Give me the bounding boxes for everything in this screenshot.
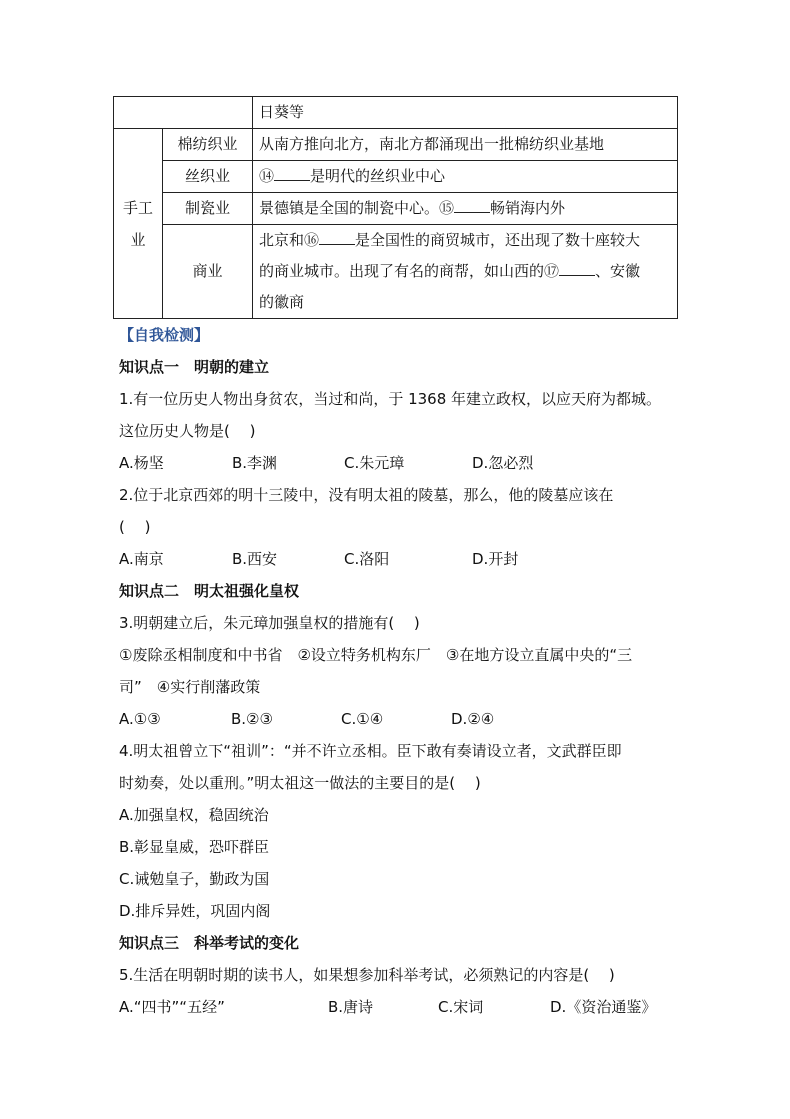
table-row <box>114 97 678 129</box>
fill-number: ⑰ <box>544 262 560 280</box>
category-label: 手工业 <box>123 198 154 249</box>
option-a[interactable]: A.南京 <box>119 550 164 568</box>
option-a[interactable]: A.①③ <box>119 710 161 728</box>
content-text: 畅销海内外 <box>490 199 566 217</box>
content-text: 、安徽 <box>595 262 641 280</box>
content-text: 是全国性的商贸城市，还出现了数十座较大 <box>355 231 641 249</box>
table-cell-content: 日葵等 <box>253 97 678 129</box>
fill-blank[interactable] <box>274 166 310 181</box>
table-category-handicraft <box>114 129 163 319</box>
option-a[interactable]: A.杨坚 <box>119 454 164 472</box>
section-title: 【自我检测】 <box>119 326 210 344</box>
question-4-line1: 4.明太祖曾立下“祖训”：“并不许立丞相。臣下敢有奏请设立者，文武群臣即 <box>119 742 622 760</box>
option-c[interactable]: C.诫勉皇子，勤政为国 <box>119 870 270 888</box>
question-3-line3: 司” ④实行削藩政策 <box>119 678 261 696</box>
content-text: 景德镇是全国的制瓷中心。 <box>259 199 440 217</box>
option-b[interactable]: B.②③ <box>231 710 273 728</box>
content-text: 是明代的丝织业中心 <box>310 167 446 185</box>
knowledge-table <box>113 96 678 319</box>
option-a[interactable]: A.“四书”“五经” <box>119 998 225 1016</box>
fill-number: ⑮ <box>439 199 455 217</box>
option-c[interactable]: C.洛阳 <box>344 550 390 568</box>
question-1-line2: 这位历史人物是( ) <box>119 422 256 440</box>
question-3-line2: ①废除丞相制度和中书省 ②设立特务机构东厂 ③在地方设立直属中央的“三 <box>119 646 633 664</box>
option-d[interactable]: D.排斥异姓，巩固内阁 <box>119 902 271 920</box>
content-text: 的徽商 <box>259 293 305 311</box>
question-2-line2: ( ) <box>119 518 151 536</box>
knowledge-point-3: 知识点三 科举考试的变化 <box>119 934 300 952</box>
question-1-options <box>119 447 679 479</box>
question-3-line1: 3.明朝建立后，朱元璋加强皇权的措施有( ) <box>119 614 420 632</box>
table-content-cotton: 从南方推向北方，南北方都涌现出一批棉纺织业基地 <box>253 129 678 161</box>
option-b[interactable]: B.西安 <box>232 550 278 568</box>
table-label-commerce: 商业 <box>163 225 253 319</box>
knowledge-point-1: 知识点一 明朝的建立 <box>119 358 270 376</box>
fill-blank[interactable] <box>559 261 595 276</box>
table-row <box>114 129 678 161</box>
self-check-section <box>119 320 679 1023</box>
option-b[interactable]: B.彰显皇威，恐吓群臣 <box>119 838 270 856</box>
fill-blank[interactable] <box>319 230 355 245</box>
knowledge-point-2: 知识点二 明太祖强化皇权 <box>119 582 300 600</box>
table-content-silk <box>253 161 678 193</box>
option-d[interactable]: D.忽必烈 <box>472 454 534 472</box>
question-2-options <box>119 543 679 575</box>
table-row <box>114 193 678 225</box>
option-c[interactable]: C.①④ <box>341 710 384 728</box>
table-label-cotton: 棉纺织业 <box>163 129 253 161</box>
fill-number: ⑯ <box>304 231 320 249</box>
question-5-line1: 5.生活在明朝时期的读书人，如果想参加科举考试，必须熟记的内容是( ) <box>119 966 615 984</box>
question-1-line1: 1.有一位历史人物出身贫农，当过和尚，于 1368 年建立政权，以应天府为都城。 <box>119 390 662 408</box>
question-3-options <box>119 703 679 735</box>
option-d[interactable]: D.②④ <box>451 710 495 728</box>
table-row <box>114 161 678 193</box>
question-4-line2: 时劾奏，处以重刑。”明太祖这一做法的主要目的是( ) <box>119 774 481 792</box>
option-c[interactable]: C.宋词 <box>438 998 484 1016</box>
question-5-options <box>119 991 679 1023</box>
content-text: 北京和 <box>259 231 305 249</box>
option-d[interactable]: D.《资治通鉴》 <box>550 998 657 1016</box>
option-b[interactable]: B.李渊 <box>232 454 278 472</box>
option-a[interactable]: A.加强皇权，稳固统治 <box>119 806 269 824</box>
option-b[interactable]: B.唐诗 <box>328 998 374 1016</box>
table-content-commerce <box>253 225 678 319</box>
content-text: 的商业城市。出现了有名的商帮，如山西的 <box>259 262 545 280</box>
table-label-silk: 丝织业 <box>163 161 253 193</box>
table-label-porcelain: 制瓷业 <box>163 193 253 225</box>
table-content-porcelain <box>253 193 678 225</box>
table-empty-cell <box>114 97 253 129</box>
option-c[interactable]: C.朱元璋 <box>344 454 405 472</box>
fill-blank[interactable] <box>454 198 490 213</box>
fill-number: ⑭ <box>259 167 275 185</box>
table-row <box>114 225 678 319</box>
question-2-line1: 2.位于北京西郊的明十三陵中，没有明太祖的陵墓，那么，他的陵墓应该在 <box>119 486 614 504</box>
option-d[interactable]: D.开封 <box>472 550 519 568</box>
